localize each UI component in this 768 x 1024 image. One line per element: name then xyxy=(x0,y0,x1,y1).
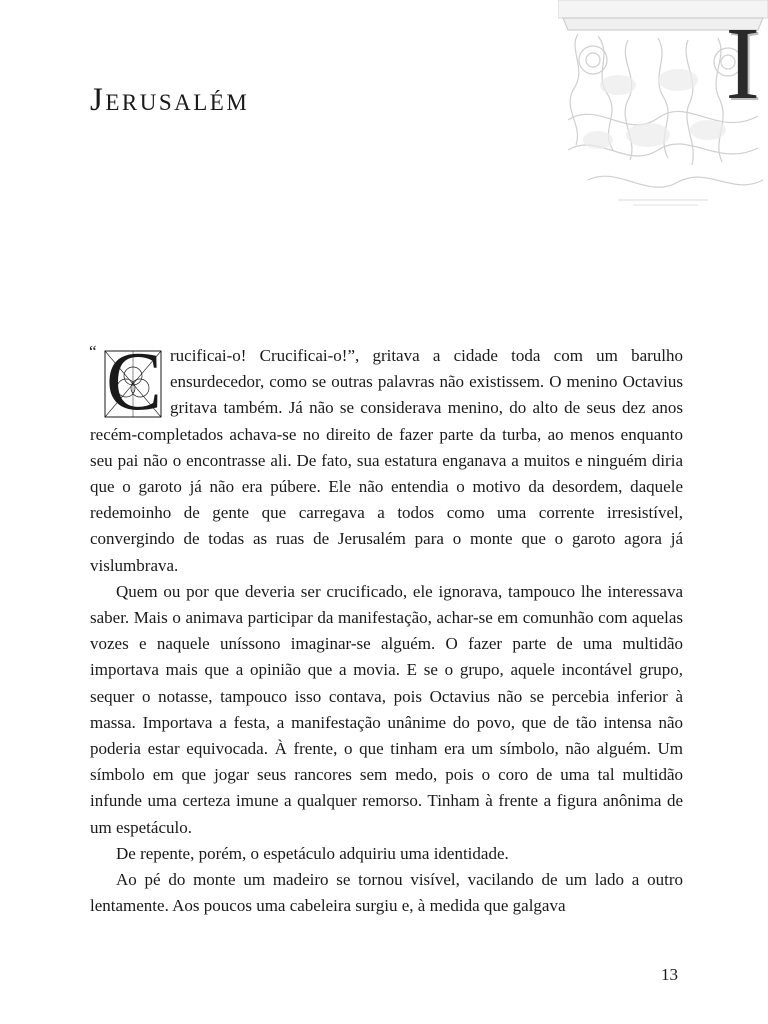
paragraph: Ao pé do monte um madeiro se tornou visível, vacilando de um lado a outro lentamente. Aos poucos uma cabeleira surgiu e, à medida que galgava xyxy=(90,870,683,916)
paragraph: Quem ou por que deveria ser crucificado, ele ignorava, tampouco lhe interessava saber. Mais o animava participar da manifestação, achar-se em comunhão com aquelas vozes e naquele uníssono imaginar-se alguém. O fazer parte de uma multidão importava mais que a opinião que a movia. E se o grupo, aquele incontável grupo, sequer o notasse, tampouco isso contava, pois Octavius não se percebia inferior à massa. Importava a festa, a manifestação unânime do povo, que de tão intensa não poderia estar equivocada. À frente, o que tinham era um símbolo, não alguém. Um símbolo em que jogar seus rancores sem medo, pois o coro de uma tal multidão infunde uma certeza imune a qualquer remorso. Tinham à frente a figura anônima de um espetáculo. xyxy=(90,581,683,837)
chapter-body xyxy=(89,335,683,919)
drop-cap xyxy=(89,335,163,428)
paragraph-text: rucificai-o! Crucificai-o!”, gritava a cidade toda com um barulho ensurdecedor, como se outras palavras não existissem. O menino Octavius gritava também. Já não se considerava menino, do alto de seus dez anos recém-completados achava-se no direito de fazer parte da turba, ao menos enquanto seu pai não o encontrasse ali. De fato, sua estatura enganava a muitos e ninguém diria que o garoto já não era púbere. Ele não entendia o motivo da desordem, daquele redemoinho de gente que carregava a todos como uma corrente irresistível, convergindo de todas as ruas de Jerusalém para o monte que o garoto agora já vislumbrava. xyxy=(90,346,683,575)
chapter-title: Jerusalém xyxy=(90,82,250,118)
drop-cap-letter: C xyxy=(106,335,163,428)
drop-cap-ornament xyxy=(104,335,163,428)
column-capital-ornament xyxy=(558,0,768,215)
paragraph: De repente, porém, o espetáculo adquiriu uma identidade. xyxy=(116,843,509,863)
page-number: 13 xyxy=(661,965,678,984)
opening-quote: “ xyxy=(89,342,97,361)
chapter-numeral: I xyxy=(725,6,760,121)
paragraph xyxy=(89,335,683,579)
